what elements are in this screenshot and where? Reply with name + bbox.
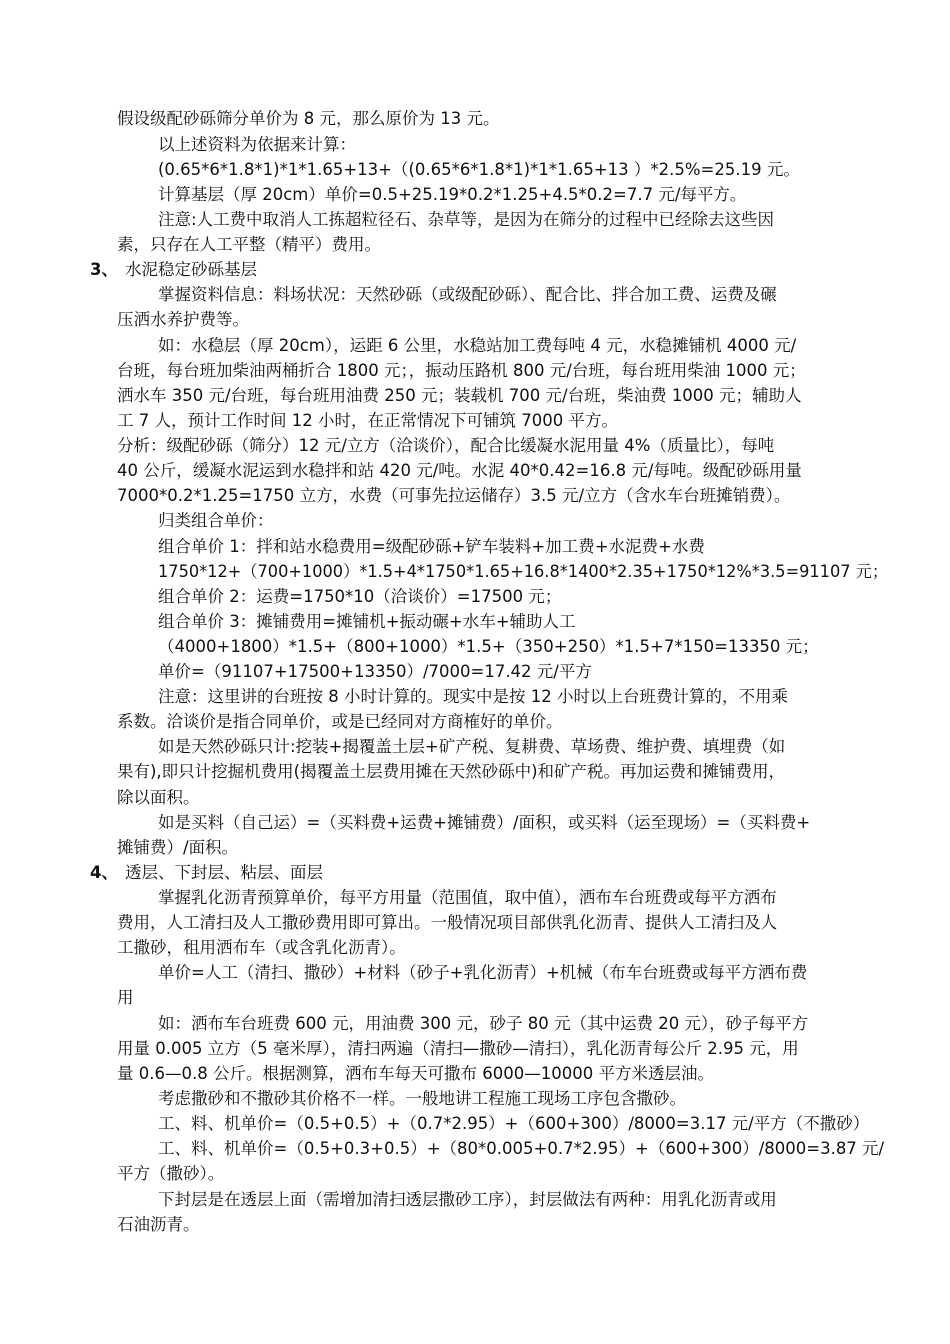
text-line: 如：水稳层（厚 20cm），运距 6 公里，水稳站加工费每吨 4 元，水稳摊铺机 4000 元/ <box>158 336 797 355</box>
text-line: 单价=人工（清扫、撒砂）+材料（砂子+乳化沥青）+机械（布车台班费或每平方洒布费 <box>158 963 808 982</box>
text-line: 1750*12+（700+1000）*1.5+4*1750*1.65+16.8*1400*2.35+1750*12%*3.5=91107 元； <box>158 562 889 581</box>
text-line: 果有),即只计挖掘机费用(揭覆盖土层费用摊在天然砂砾中)和矿产税。再加运费和摊铺费用， <box>117 762 786 781</box>
text-line: 如是天然砂砾只计:挖装+揭覆盖土层+矿产税、复耕费、草场费、维护费、填埋费（如 <box>158 737 786 756</box>
text-line: 40 公斤，缓凝水泥运到水稳拌和站 420 元/吨。水泥 40*0.42=16.8 元/每吨。级配砂砾用量 <box>117 461 802 480</box>
text-line: 组合单价 3：摊铺费用=摊铺机+振动碾+水车+辅助人工 <box>158 612 576 631</box>
text-line: 分析：级配砂砾（筛分）12 元/立方（洽谈价），配合比缓凝水泥用量 4%（质量比），每吨 <box>117 436 775 455</box>
text-line: 考虑撒砂和不撒砂其价格不一样。一般地讲工程施工现场工序包含撒砂。 <box>158 1089 686 1108</box>
section-heading: 透层、下封层、粘层、面层 <box>125 863 323 882</box>
text-line: 费用，人工清扫及人工撒砂费用即可算出。一般情况项目部供乳化沥青、提供人工清扫及人 <box>117 913 777 932</box>
text-line: 注意：这里讲的台班按 8 小时计算的。现实中是按 12 小时以上台班费计算的，不用乘 <box>158 687 788 706</box>
text-line: 工、料、机单价=（0.5+0.3+0.5）+（80*0.005+0.7*2.95）+（600+300）/8000=3.87 元/ <box>158 1139 885 1158</box>
text-line: 用 <box>117 988 134 1007</box>
text-line: 如是买料（自己运）=（买料费+运费+摊铺费）/面积，或买料（运至现场）=（买料费+ <box>158 813 811 832</box>
text-line: 除以面积。 <box>117 788 200 807</box>
text-line: 工 7 人，预计工作时间 12 小时，在正常情况下可铺筑 7000 平方。 <box>117 411 618 430</box>
text-line: 工、料、机单价=（0.5+0.5）+（0.7*2.95）+（600+300）/8000=3.17 元/平方（不撒砂） <box>158 1114 870 1133</box>
text-line: (0.65*6*1.8*1)*1*1.65+13+（(0.65*6*1.8*1)*1*1.65+13 ）*2.5%=25.19 元。 <box>158 160 800 179</box>
text-line: 归类组合单价： <box>158 511 274 530</box>
text-line: 素，只存在人工平整（精平）费用。 <box>117 235 381 254</box>
section-number: 3、 <box>90 260 118 279</box>
text-line: 用量 0.005 立方（5 毫米厚），清扫两遍（清扫—撒砂—清扫），乳化沥青每公斤 2.95 元，用 <box>117 1039 799 1058</box>
section-number: 4、 <box>90 863 118 882</box>
text-line: 摊铺费）/面积。 <box>117 838 239 857</box>
text-line: 单价=（91107+17500+13350）/7000=17.42 元/平方 <box>158 662 592 681</box>
text-line: 台班，每台班加柴油两桶折合 1800 元；，振动压路机 800 元/台班，每台班用柴油 1000 元； <box>117 361 806 380</box>
text-line: 假设级配砂砾筛分单价为 8 元，那么原价为 13 元。 <box>117 109 500 128</box>
text-line: 系数。洽谈价是指合同单价，或是已经同对方商榷好的单价。 <box>117 712 563 731</box>
text-line: 掌握乳化沥青预算单价，每平方用量（范围值，取中值），洒布车台班费或每平方洒布 <box>158 888 777 907</box>
text-line: 量 0.6—0.8 公斤。根据测算，洒布车每天可撒布 6000—10000 平方米透层油。 <box>117 1064 714 1083</box>
text-line: 压洒水养护费等。 <box>117 310 249 329</box>
text-line: （4000+1800）*1.5+（800+1000）*1.5+（350+250）*1.5+7*150=13350 元； <box>158 637 819 656</box>
text-line: 组合单价 1：拌和站水稳费用=级配砂砾+铲车装料+加工费+水泥费+水费 <box>158 537 705 556</box>
text-line: 洒水车 350 元/台班，每台班用油费 250 元；装载机 700 元/台班，柴油费 1000 元；辅助人 <box>117 386 802 405</box>
section-heading: 水泥稳定砂砾基层 <box>125 260 257 279</box>
text-line: 计算基层（厚 20cm）单价=0.5+25.19*0.2*1.25+4.5*0.2=7.7 元/每平方。 <box>158 185 747 204</box>
text-line: 石油沥青。 <box>117 1215 200 1234</box>
text-line: 工撒砂，租用洒布车（或含乳化沥青）。 <box>117 938 406 957</box>
text-line: 组合单价 2：运费=1750*10（洽谈价）=17500 元； <box>158 587 562 606</box>
text-line: 下封层是在透层上面（需增加清扫透层撒砂工序），封层做法有两种：用乳化沥青或用 <box>158 1190 777 1209</box>
text-line: 7000*0.2*1.25=1750 立方，水费（可事先拉运储存）3.5 元/立方（含水车台班摊销费）。 <box>117 486 791 505</box>
text-line: 注意:人工费中取消人工拣超粒径石、杂草等，是因为在筛分的过程中已经除去这些因 <box>158 210 775 229</box>
text-line: 平方（撒砂）。 <box>117 1164 225 1183</box>
text-line: 以上述资料为依据来计算： <box>158 135 356 154</box>
text-line: 掌握资料信息：料场状况：天然砂砾（或级配砂砾）、配合比、拌合加工费、运费及碾 <box>158 285 777 304</box>
text-line: 如：洒布车台班费 600 元，用油费 300 元，砂子 80 元（其中运费 20 元），砂子每平方 <box>158 1014 809 1033</box>
